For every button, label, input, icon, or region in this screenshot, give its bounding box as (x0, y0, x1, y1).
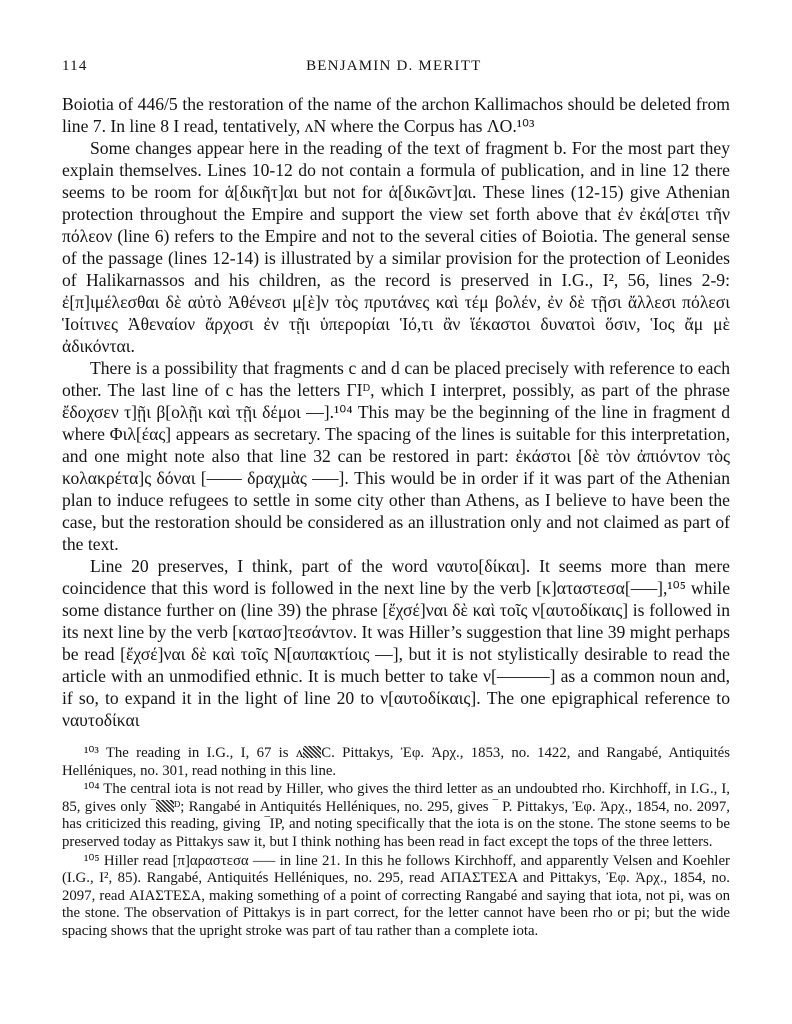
footnote-103-start: ¹⁰³ The reading in I.G., I, 67 is ᴧ (84, 745, 304, 761)
paragraph-1: Boiotia of 446/5 the restoration of the name of the archon Kallimachos should be deleted from line 7. In line 8 I read, tentatively, ᴧN where the Corpus has ΛO.¹⁰³ (62, 94, 730, 136)
footnotes (62, 745, 730, 941)
paragraph-4: Line 20 preserves, I think, part of the word ναυτο[δίκαι]. It seems more than mere coincidence that this word is followed in the next line by the verb [κ]αταστεσα[–––],¹⁰⁵ while some distance further on (line 39) the phrase [ἔχσέ]ναι δὲ καὶ τοῖς ν[αυτοδίκαις] is followed in its next line by the verb [κατασ]τεσάντον. It was Hiller’s suggestion that line 39 might perhaps be read [ἔχσέ]ναι δὲ καὶ τοῖς N[αυπακτίοις ––], but it is not stylistically desirable to read the article with an unmodified ethnic. It is much better to take ν[––––––] as a common noun and, if so, to expand it in the light of line 20 to ν[αυτοδίκαις]. The one epigraphical reference to ναυτοδίκαι (62, 556, 730, 730)
footnote-104-end: ᴰ; Rangabé in Antiquités Helléniques, no. 295, gives ‾ P. Pittakys, Ἐφ. Ἀρχ., 1854, no. 2097, has criticized this reading, giving ‾IP, and noting specifically that the iota is on the stone. The stone seems to be preserved today as Pittakys saw it, but I think nothing has been read in fact except the tops of the three letters. (62, 798, 730, 850)
running-title: BENJAMIN D. MERITT (306, 58, 482, 74)
page-number: 114 (62, 58, 88, 74)
hatched-glyph-icon (303, 746, 321, 758)
main-text (62, 93, 730, 731)
footnote-103-end: C. Pittakys, Ἐφ. Ἀρχ., 1853, no. 1422, and Rangabé, Antiquités Helléniques, no. 301, read nothing in this line. (62, 745, 730, 779)
page (62, 58, 730, 942)
paragraph-2: Some changes appear here in the reading of the text of fragment b. For the most part they explain themselves. Lines 10-12 do not contain a formula of publication, and in line 12 there seems to be room for ἁ[δικῆτ]αι but not for ἁ[δικῶντ]αι. These lines (12-15) give Athenian protection throughout the Empire and support the view set forth above that ἐν ἐκά[στει τῆν πόλεον (line 6) refers to the Empire and not to the several cities of Boiotia. The general sense of the passage (lines 12-14) is illustrated by a similar provision for the protection of Leonides of Halikarnassos and his children, as the record is preserved in I.G., I², 56, lines 2-9: ἐ[π]ιμέλεσθαι δὲ αὐτὸ Ἀθένεσι μ[ὲ]ν τὸς πρυτάνες καὶ τέμ βολέν, ἐν δὲ τῇσι ἄλλεσι πόλεσι Ἱοίτινες Ἀθεναίον ἄρχοσι ἐν τῇι ὑπερορίαι Ἱό,τι ἂν ἵέκαστοι δυνατοὶ ὅσιν, Ἱος ἄμ μὲ ἀδικόνται. (62, 138, 730, 356)
footnote-103 (62, 745, 730, 780)
hatched-glyph-icon (156, 800, 174, 812)
footnote-104 (62, 781, 730, 851)
paragraph-3: There is a possibility that fragments c and d can be placed precisely with reference to each other. The last line of c has the letters ΓΙᴰ, which I interpret, possibly, as part of the phrase ἔδοχσεν τ]ῇι β[ολῇι καὶ τῇι δέμοι ––].¹⁰⁴ This may be the beginning of the line in fragment d where Φιλ[έας] appears as secretary. The spacing of the lines is suitable for this interpretation, and one might note also that line 32 can be restored in part: ἐκάστοι [δὲ τὸν ἀπιόντον τὸς κολακρέτα]ς δόναι [–––– δραχμὰς –––]. This would be in order if it was part of the Athenian plan to induce refugees to settle in some city other than Athens, as I believe to have been the case, but the restoration should be considered as an illustration only and not claimed as part of the text. (62, 358, 730, 554)
page-header (62, 58, 730, 75)
footnote-105: ¹⁰⁵ Hiller read [π]αραστεσα ––– in line 21. In this he follows Kirchhoff, and apparently Velsen and Koehler (I.G., I², 85). Rangabé, Antiquités Helléniques, no. 295, read ΑΠΑΣΤΕΣΑ and Pittakys, Ἐφ. Ἀρχ., 1854, no. 2097, read ΑΙΑΣΤΕΣΑ, making something of a point of correcting Rangabé and saying that iota, not pi, was on the stone. The observation of Pittakys is in part correct, for the letter cannot have been rho or pi; but the wide spacing shows that the upright stroke was part of tau rather than a complete iota. (62, 852, 730, 939)
footnote-104-start: ¹⁰⁴ The central iota is not read by Hiller, who gives the third letter as an undoubted rho. Kirchhoff, in I.G., I, 85, gives only ‾ (62, 781, 730, 815)
